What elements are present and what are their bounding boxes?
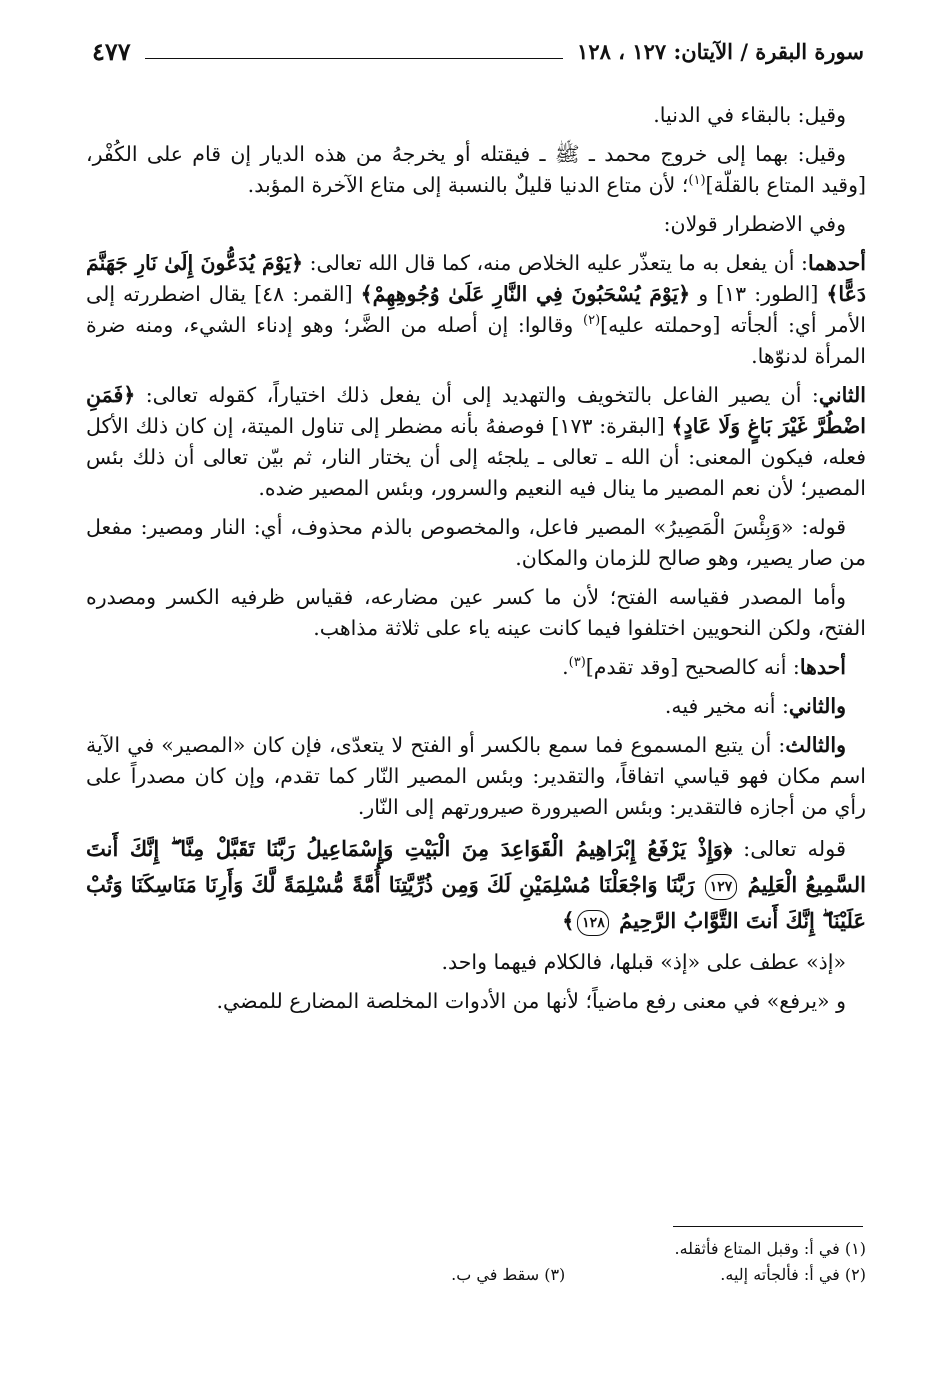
text-paragraph: [86, 986, 866, 1017]
footnote-separator: [673, 1226, 863, 1227]
footnote-1: (١) في أ: وقبل المتاع فأثقله.: [674, 1239, 866, 1258]
quran-verse-paragraph: [86, 831, 866, 939]
header-rule: [145, 58, 563, 59]
quran-quote: ﴿فَمَنِ اضْطُرَّ غَيْرَ بَاغٍ وَلَا عَادٍ﴾: [86, 383, 866, 438]
footnote-3: (٣) سقط في ب.: [451, 1265, 566, 1284]
footnote-2: (٢) في أ: فألجأته إليه.: [720, 1265, 866, 1284]
text-paragraph: [86, 248, 866, 372]
running-header: [92, 32, 864, 66]
text-run: وقيل: بالبقاء في الدنيا.: [653, 103, 846, 127]
text-paragraph: [86, 730, 866, 823]
text-run: : أنه مخير فيه.: [664, 694, 789, 718]
text-run: : أن يصير الفاعل بالتخويف والتهديد إلى أن يفعل ذلك اختياراً، كقوله تعالى:: [135, 383, 819, 407]
header-title: سورة البقرة / الآيتان: ١٢٧ ، ١٢٨: [577, 39, 864, 64]
term-label: أحدهما: [807, 251, 866, 275]
footnote-ref: (١): [688, 173, 706, 189]
footnote-row: [86, 1236, 866, 1262]
footnote-ref: (٣): [568, 655, 586, 671]
text-run: : أن يفعل به ما يتعذّر عليه الخلاص منه، كما قال الله تعالى:: [303, 251, 808, 275]
quran-quote: ﴿يَوْمَ يُسْحَبُونَ فِي النَّارِ عَلَىٰ وُجُوهِهِمْ﴾: [360, 282, 691, 306]
text-run: [القمر: ٤٨] يقال اضطررته إلى الأمر أي: ألجأته [وحملته عليه]: [86, 282, 866, 337]
main-text: [86, 100, 866, 1025]
text-paragraph: [86, 582, 866, 644]
text-run: و «يرفع» في معنى رفع ماضياً؛ لأنها من الأدوات المخلصة المضارع للمضي.: [216, 989, 846, 1013]
text-paragraph: [86, 139, 866, 201]
text-run: قوله: «وَبِئْسَ الْمَصِيرُ» المصير فاعل، والمخصوص بالذم محذوف، أي: النار ومصير: مفعل من صار يصير، وهو صالح للزمان والمكان.: [86, 515, 866, 570]
footnotes: [86, 1236, 866, 1288]
text-paragraph: [86, 691, 866, 722]
text-paragraph: [86, 652, 866, 683]
text-run: [البقرة: ١٧٣] فوصفهُ بأنه مضطر إلى تناول الميتة، إن كان ذلك الأكل فعله، فيكون المعنى: أن الله ـ تعالى ـ يلجئه إلى أن يختار النار، ثم بيّن تعالى أن ذلك بئس المصير؛ لأن نعم المصير ما ينال فيه النعيم والسرور، وبئس المصير ضده.: [86, 414, 866, 500]
quran-quote: ﴿يَوْمَ يُدَعُّونَ إِلَىٰ نَارِ جَهَنَّمَ دَعًّا﴾: [86, 251, 866, 306]
text-paragraph: [86, 947, 866, 978]
text-paragraph: [86, 512, 866, 574]
verse-text-part2: رَبَّنَا وَاجْعَلْنَا مُسْلِمَيْنِ لَكَ وَمِن ذُرِّيَّتِنَا أُمَّةً مُّسْلِمَةً لَّكَ وَأَرِنَا مَنَاسِكَنَا وَتُبْ عَلَيْنَا ۖ إِنَّكَ أَنتَ التَّوَّابُ الرَّحِيمُ: [86, 872, 866, 933]
text-run: [الطور: ١٣] و: [690, 282, 827, 306]
text-run: ؛ لأن متاع الدنيا قليلٌ بالنسبة إلى متاع الآخرة المؤبد.: [247, 173, 689, 197]
text-run: وأما المصدر فقياسه الفتح؛ لأن ما كسر عين مضارعه، فقياس ظرفيه الكسر ومصدره الفتح، ولكن النحويين اختلفوا فيما كانت عينه ياء على ثلاثة مذاهب.: [86, 585, 866, 640]
text-run: وقيل: بهما إلى خروج محمد ـ ﷺ ـ فيقتله أو يخرجهُ من هذه الديار إن قام على الكُفْر، [وقيد المتاع بالقلّة]: [86, 142, 866, 197]
text-run: .: [562, 655, 569, 679]
paragraphs-after-verse: [86, 947, 866, 1017]
verse-text-part1: ﴿وَإِذْ يَرْفَعُ إِبْرَاهِيمُ الْقَوَاعِدَ مِنَ الْبَيْتِ وَإِسْمَاعِيلُ رَبَّنَا تَقَبَّلْ مِنَّا ۖ إِنَّكَ أَنتَ السَّمِيعُ الْعَلِيمُ: [86, 836, 866, 897]
text-run: : أنه كالصحيح [وقد تقدم]: [585, 655, 800, 679]
term-label: أحدها: [799, 655, 846, 679]
term-label: والثالث: [785, 733, 846, 757]
text-run: وفي الاضطرار قولان:: [663, 212, 846, 236]
footnote-ref: (٢): [583, 313, 601, 329]
ayah-number-marker: ١٢٨: [577, 910, 609, 936]
page-number: ٤٧٧: [92, 37, 131, 66]
text-paragraph: [86, 209, 866, 240]
text-paragraph: [86, 380, 866, 504]
paragraphs-before-verse: [86, 100, 866, 823]
text-run: : أن يتبع المسموع فما سمع بالكسر أو الفتح لا يتعدّى، فإن كان «المصير» في الآية اسم مكان فهو قياسي اتفاقاً، والتقدير: وبئس المصير النّار كما تقدم، وإن كان مصدراً على رأي من أجازه فالتقدير: وبئس الصيرورة صيرورتهم إلى النّار.: [86, 733, 866, 819]
text-paragraph: [86, 100, 866, 131]
text-run: وقالوا: إن أصله من الضَّر؛ وهو إدناء الشيء، ومنه ضرة المرأة لدنوّها.: [86, 313, 866, 368]
verse-close-bracket: ﴾: [562, 908, 575, 933]
footnote-row: [86, 1262, 866, 1288]
verse-lead: قوله تعالى:: [732, 837, 846, 861]
ayah-number-marker: ١٢٧: [705, 874, 737, 900]
term-label: الثاني: [818, 383, 866, 407]
text-run: «إذ» عطف على «إذ» قبلها، فالكلام فيهما واحد.: [441, 950, 846, 974]
term-label: والثاني: [788, 694, 846, 718]
